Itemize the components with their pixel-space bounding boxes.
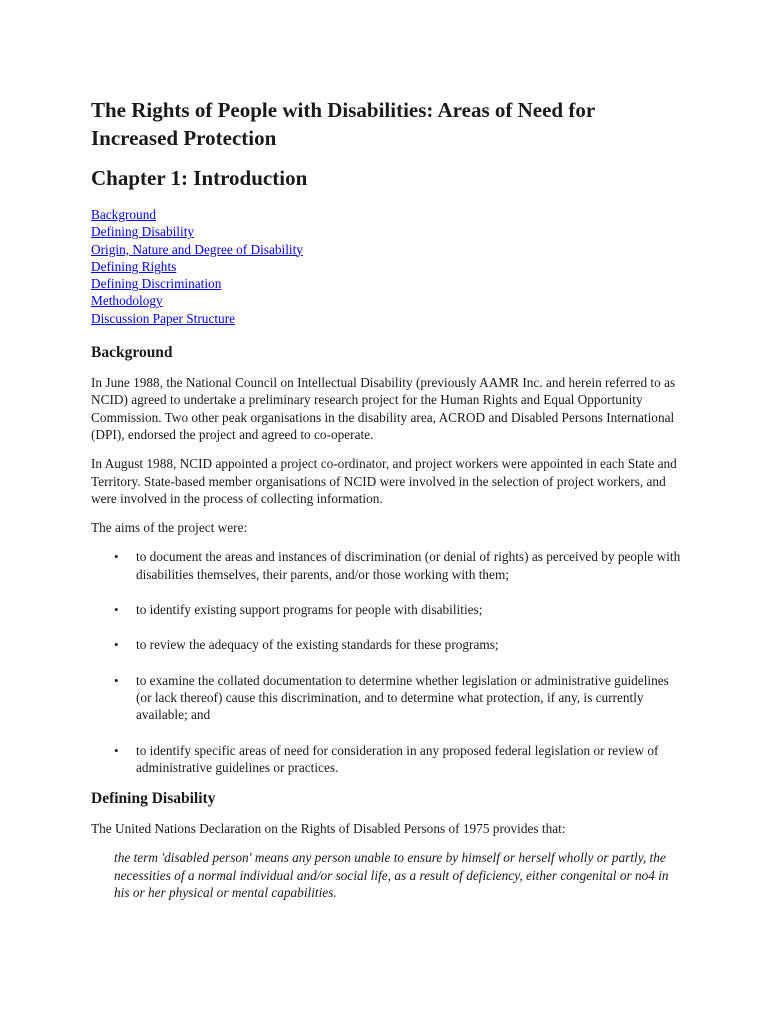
toc-item <box>91 258 682 275</box>
aim-text: to document the areas and instances of discrimination (or denial of rights) as perceived by people with disabilities themselves, their parents, and/or those working with them; <box>136 549 681 582</box>
bullet-icon: • <box>114 549 119 565</box>
list-item <box>114 672 682 724</box>
aim-text: to identify specific areas of need for consideration in any proposed federal legislation or review of administrative guidelines or practices. <box>136 742 659 775</box>
bullet-icon: • <box>114 602 119 618</box>
list-item <box>114 601 682 618</box>
bullet-icon: • <box>114 672 119 688</box>
toc-item <box>91 241 682 258</box>
toc-link-origin-nature-degree[interactable]: Origin, Nature and Degree of Disability <box>91 241 303 257</box>
aims-intro-text: The aims of the project were: <box>91 520 248 536</box>
aims-list <box>91 548 682 776</box>
background-paragraph-1: In June 1988, the National Council on Intellectual Disability (previously AAMR Inc. and herein referred to as NCID) agreed to undertake a preliminary research project for the Human Rights and Equal Opportunity Commission. Two other peak organisations in the disability area, ACROD and Disabled Persons International (DPI), endorsed the project and agreed to co-operate. <box>91 375 676 442</box>
un-declaration-quote: the term 'disabled person' means any person unable to ensure by himself or herself wholly or partly, the necessities of a normal individual and/or social life, as a result of deficiency, either congenital or no4 in his or her physical or mental capabilities. <box>114 850 669 901</box>
toc-link-background[interactable]: Background <box>91 207 156 222</box>
bullet-icon: • <box>114 742 119 758</box>
toc-link-defining-rights[interactable]: Defining Rights <box>91 258 177 274</box>
chapter-title: Chapter 1: Introduction <box>91 166 308 190</box>
section-heading-background: Background <box>91 344 173 362</box>
toc-item <box>91 292 682 309</box>
list-item <box>114 636 682 653</box>
toc-link-methodology[interactable]: Methodology <box>91 293 163 309</box>
aim-text: to examine the collated documentation to determine whether legislation or administrative guidelines (or lack thereof) cause this discrimination, and to determine what protection, if any, is currently available; and <box>136 672 669 723</box>
section-heading-defining-disability: Defining Disability <box>91 790 216 808</box>
aim-text: to review the adequacy of the existing standards for these programs; <box>136 637 499 653</box>
toc-item <box>91 310 682 327</box>
bullet-icon: • <box>114 637 119 653</box>
list-item <box>114 548 682 583</box>
toc-item <box>91 275 682 292</box>
aim-text: to identify existing support programs for people with disabilities; <box>136 602 483 618</box>
document-title: The Rights of People with Disabilities: Areas of Need for Increased Protection <box>91 98 595 150</box>
list-item <box>114 742 682 777</box>
defining-disability-paragraph: The United Nations Declaration on the Rights of Disabled Persons of 1975 provides that: <box>91 821 566 837</box>
toc-item <box>91 206 682 223</box>
toc-item <box>91 223 682 240</box>
toc-link-discussion-paper-structure[interactable]: Discussion Paper Structure <box>91 310 236 326</box>
toc-link-defining-disability[interactable]: Defining Disability <box>91 224 195 240</box>
table-of-contents <box>91 206 682 327</box>
background-paragraph-2: In August 1988, NCID appointed a project co-ordinator, and project workers were appointed in each State and Territory. State-based member organisations of NCID were involved in the selection of project workers, and were involved in the process of collecting information. <box>91 456 677 506</box>
toc-link-defining-discrimination[interactable]: Defining Discrimination <box>91 276 222 292</box>
